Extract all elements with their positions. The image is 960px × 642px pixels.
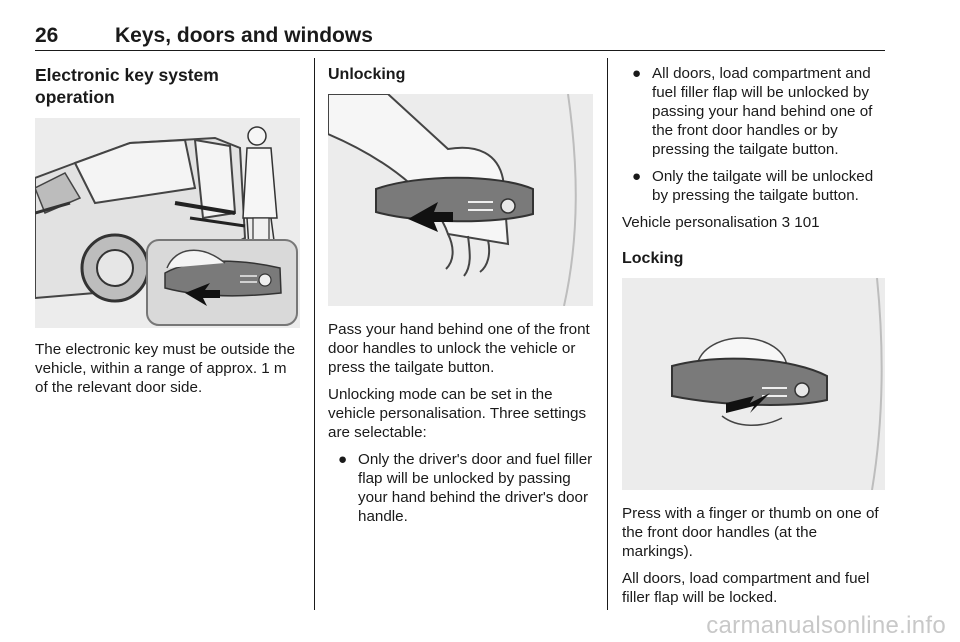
crossref-page: 101 <box>794 214 820 231</box>
paragraph-unlock-instruction: Pass your hand behind one of the front door handles to unlock the vehicle or press the tailgate button. <box>328 321 590 376</box>
header-rule <box>35 50 885 51</box>
page-number: 26 <box>35 24 59 47</box>
column-2 <box>328 64 593 534</box>
section-title-locking: Locking <box>622 250 684 267</box>
crossref-arrow-icon: 3 <box>781 214 791 231</box>
paragraph-lock-instruction: Press with a finger or thumb on one of the front door handles (at the markings). <box>622 505 879 560</box>
page-header <box>35 22 885 52</box>
paragraph-lock-result: All doors, load compartment and fuel filler flap will be locked. <box>622 570 870 606</box>
column-divider-1 <box>314 58 315 610</box>
finger-lock-marking-illustration <box>622 278 885 490</box>
hand-unlock-handle-illustration <box>328 94 593 306</box>
unlock-settings-list-continued <box>622 64 887 205</box>
section-title-unlocking: Unlocking <box>328 66 406 83</box>
paragraph-unlock-mode: Unlocking mode can be set in the vehicle personalisation. Three settings are selectable: <box>328 386 587 441</box>
unlock-settings-list <box>328 450 593 526</box>
bullet-icon: ● <box>338 451 348 468</box>
section-title-electronic-key: Electronic key system operation <box>35 65 219 107</box>
column-3 <box>622 64 887 607</box>
bullet-icon: ● <box>632 168 642 185</box>
list-item: ● Only the tailgate will be unlocked by pressing the tailgate button. <box>632 168 874 204</box>
bullet-icon: ● <box>632 65 642 82</box>
column-1 <box>35 64 300 397</box>
list-item: ● Only the driver's door and fuel filler flap will be unlocked by passing your hand behind the driver's door handle. <box>338 451 593 525</box>
chapter-title: Keys, doors and windows <box>115 24 373 47</box>
cross-reference[interactable]: Vehicle personalisation 3 101 <box>622 214 820 231</box>
column-divider-2 <box>607 58 608 610</box>
car-door-handle-illustration <box>35 118 300 328</box>
watermark: carmanualsonline.info <box>706 612 946 639</box>
paragraph-key-range: The electronic key must be outside the vehicle, within a range of approx. 1 m of the relevant door side. <box>35 341 296 396</box>
list-item: ● All doors, load compartment and fuel filler flap will be unlocked by passing your hand behind one of the front door handles or by pressing the tailgate button. <box>632 65 873 158</box>
